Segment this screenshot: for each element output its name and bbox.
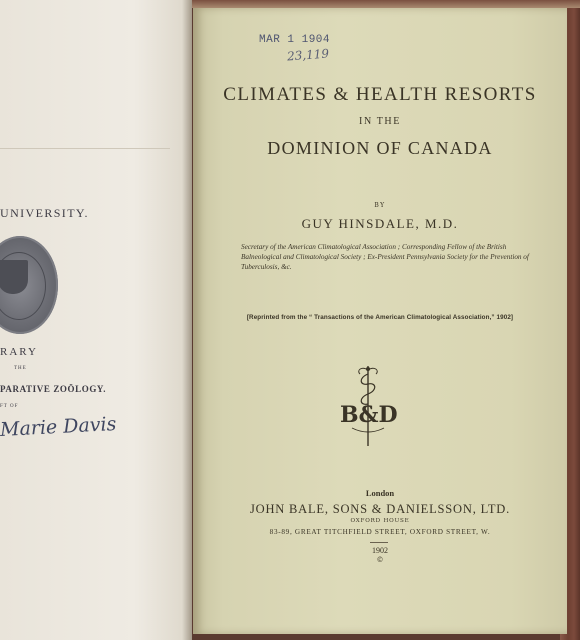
imprint-copy-mark: ©	[376, 556, 384, 564]
left-endpaper	[0, 0, 192, 640]
imprint-address: 83-89, GREAT TITCHFIELD STREET, OXFORD STREET, W.	[269, 528, 491, 536]
bookplate-gift: FT OF	[0, 404, 19, 409]
university-seal-icon	[0, 236, 58, 334]
title-page	[193, 8, 567, 634]
title-line-3: DOMINION OF CANADA	[267, 138, 493, 158]
bookplate-rule	[0, 148, 170, 149]
device-monogram: B&D	[340, 402, 398, 428]
title-line-1: CLIMATES & HEALTH RESORTS	[223, 84, 537, 105]
publisher-device-icon	[338, 364, 398, 448]
bookplate-university: UNIVERSITY.	[0, 206, 89, 220]
by-label: BY	[374, 202, 386, 209]
bookplate-museum: PARATIVE ZOÖLOGY.	[0, 384, 107, 394]
handwritten-signature: Marie Davis	[0, 412, 117, 442]
author-affiliation: Secretary of the American Climatological Association ; Corresponding Fellow of the British Balneological and Climatological Society ; Ex-President Pennsylvania Society for the Prevention of Tuberculosis, &c.	[241, 243, 529, 271]
title-line-2: IN THE	[359, 116, 401, 127]
accession-number: 23,119	[286, 46, 330, 64]
imprint-publisher: JOHN BALE, SONS & DANIELSSON, LTD.	[249, 502, 511, 516]
author-name: GUY HINSDALE, M.D.	[301, 216, 459, 231]
bookplate-library: RARY	[0, 346, 38, 358]
bookplate-of: THE	[14, 366, 27, 371]
page-gutter	[182, 0, 192, 640]
imprint-city: London	[365, 488, 395, 498]
imprint-house: OXFORD HOUSE	[350, 518, 410, 524]
imprint-year: 1902	[372, 546, 388, 555]
accession-date-stamp: MAR 1 1904	[259, 34, 331, 46]
reprint-note: [Reprinted from the “ Transactions of the American Climatological Association,” 1902]	[246, 314, 514, 321]
imprint-rule	[370, 542, 388, 543]
seal-shield-icon	[0, 260, 28, 294]
